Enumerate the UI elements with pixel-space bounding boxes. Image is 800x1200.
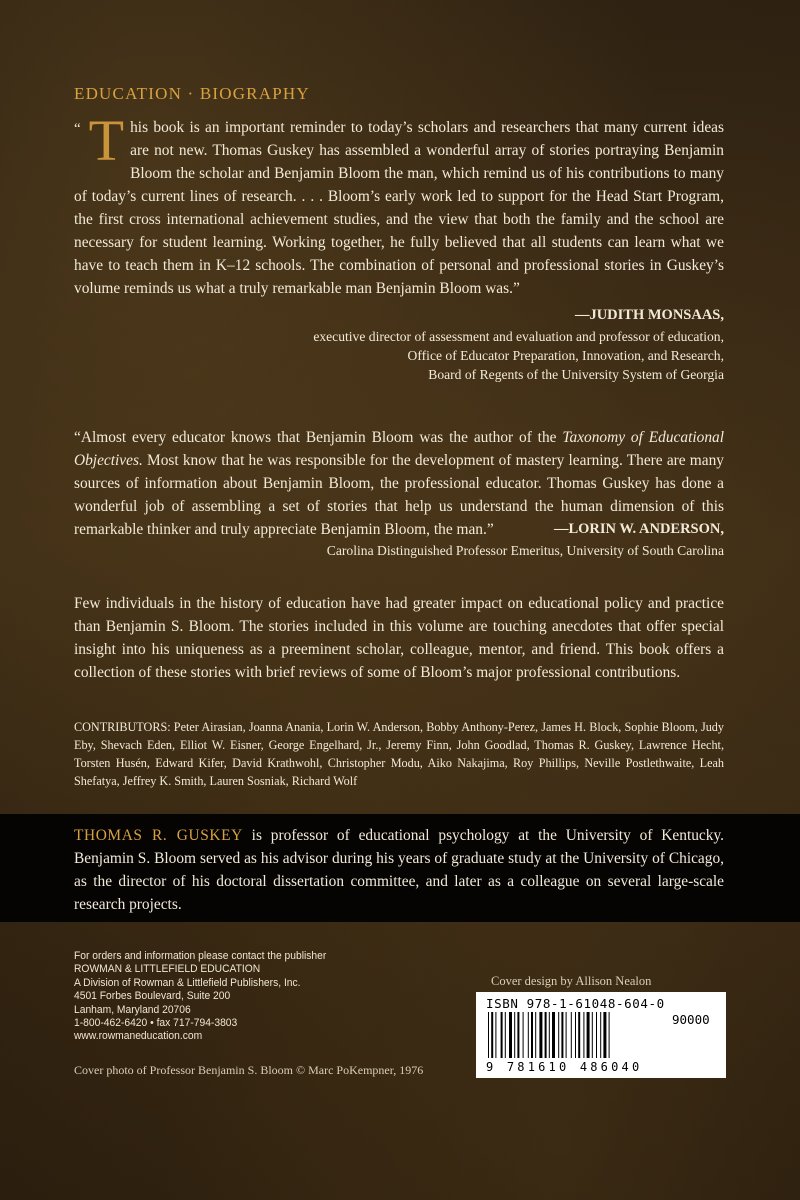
publisher-line: 1-800-462-6420 • fax 717-794-3803	[74, 1017, 238, 1030]
author-affiliation: Carolina Distinguished Professor Emeritus, University of South Carolina	[326, 543, 724, 558]
quote-author: —JUDITH MONSAAS,	[574, 307, 724, 323]
author-bio-text: is professor of educational psychology at the University of Kentucky. Benjamin S. Bloom served as his advisor during his years of graduate study at the University of Chicago, as the director of his doctoral dissertation committee, and later as a colleague on several large-scale research projects.	[74, 827, 724, 913]
isbn-number: ISBN 978-1-61048-604-0	[486, 996, 665, 1011]
publisher-line: Lanham, Maryland 20706	[74, 1003, 191, 1016]
author-title-line: executive director of assessment and evaluation and professor of education,	[313, 329, 724, 344]
quote-author: —LORIN W. ANDERSON,	[553, 521, 724, 537]
quote-text: Most know that he was responsible for the development of mastery learning. There are many sources of information about Benjamin Bloom, the professional educator. Thomas Guskey has done a wonderful job of assembling a set of stories that help us understand the human dimension of this remarkable thinker and truly appreciate Benjamin Bloom, the man.”	[74, 452, 724, 538]
endorsement-quote-monsaas	[74, 108, 724, 384]
author-bio	[74, 824, 724, 916]
endorsement-quote-anderson	[74, 426, 724, 560]
author-title-line: Board of Regents of the University System of Georgia	[428, 367, 724, 382]
publisher-line: ROWMAN & LITTLEFIELD EDUCATION	[74, 963, 261, 976]
quote-text: his book is an important reminder to today’s scholars and researchers that many current ideas are not new. Thomas Guskey has assembled a wonderful array of stories portraying Benjamin Bloom the scholar and Benjamin Bloom the man, which remind us of his contributions to many of today’s current lines of research. . . . Bloom’s early work led to support for the Head Start Program, the first cross international achievement studies, and the view that both the family and the school are necessary for student learning. Working together, he fully believed that all students can learn what we have to teach them in K–12 schools. The combination of personal and professional stories in Guskey’s volume reminds us what a truly remarkable man Benjamin Bloom was.”	[74, 119, 724, 297]
drop-cap: T	[88, 108, 125, 173]
quote-text: “Almost every educator knows that Benjamin Bloom was the author of the	[74, 429, 563, 446]
design-credit: Cover design by Allison Nealon	[491, 974, 652, 988]
barcode-digits: 9 781610 486040	[486, 1060, 643, 1074]
book-title-italic: Taxonomy of Educational Objectives.	[74, 429, 724, 469]
open-quote: “	[74, 121, 81, 137]
author-title-line: Office of Educator Preparation, Innovation, and Research,	[407, 348, 724, 363]
publisher-line: 4501 Forbes Boulevard, Suite 200	[74, 990, 231, 1003]
contributors-list: CONTRIBUTORS: Peter Airasian, Joanna Anania, Lorin W. Anderson, Bobby Anthony-Perez, James H. Block, Sophie Bloom, Judy Eby, Shevach Eden, Elliot W. Eisner, George Engelhard, Jr., Jeremy Finn, John Goodlad, Thomas R. Guskey, Lawrence Hecht, Torsten Husén, Edward Kifer, David Krathwohl, Christopher Modu, Aiko Nakajima, Roy Phillips, Neville Postlethwaite, Leah Shefatya, Jeffrey K. Smith, Lauren Sosniak, Richard Wolf	[74, 720, 724, 788]
publisher-info	[74, 950, 378, 1044]
photo-credit: Cover photo of Professor Benjamin S. Bloom © Marc PoKempner, 1976	[74, 1063, 424, 1077]
category-label: EDUCATION · BIOGRAPHY	[74, 84, 310, 103]
book-description: Few individuals in the history of education have had greater impact on educational policy and practice than Benjamin S. Bloom. The stories included in this volume are touching anecdotes that offer special insight into his uniqueness as a preeminent scholar, colleague, mentor, and friend. This book offers a collection of these stories with brief reviews of some of Bloom’s major professional contributions.	[74, 595, 724, 681]
publisher-line: A Division of Rowman & Littlefield Publishers, Inc.	[74, 976, 301, 989]
author-name: THOMAS R. GUSKEY	[74, 827, 243, 844]
publisher-line: www.rowmaneducation.com	[74, 1030, 203, 1043]
isbn-barcode	[476, 992, 726, 1078]
price-code: 90000	[672, 1012, 710, 1027]
barcode-bars	[488, 1012, 664, 1060]
publisher-line: For orders and information please contact the publisher	[74, 950, 327, 962]
